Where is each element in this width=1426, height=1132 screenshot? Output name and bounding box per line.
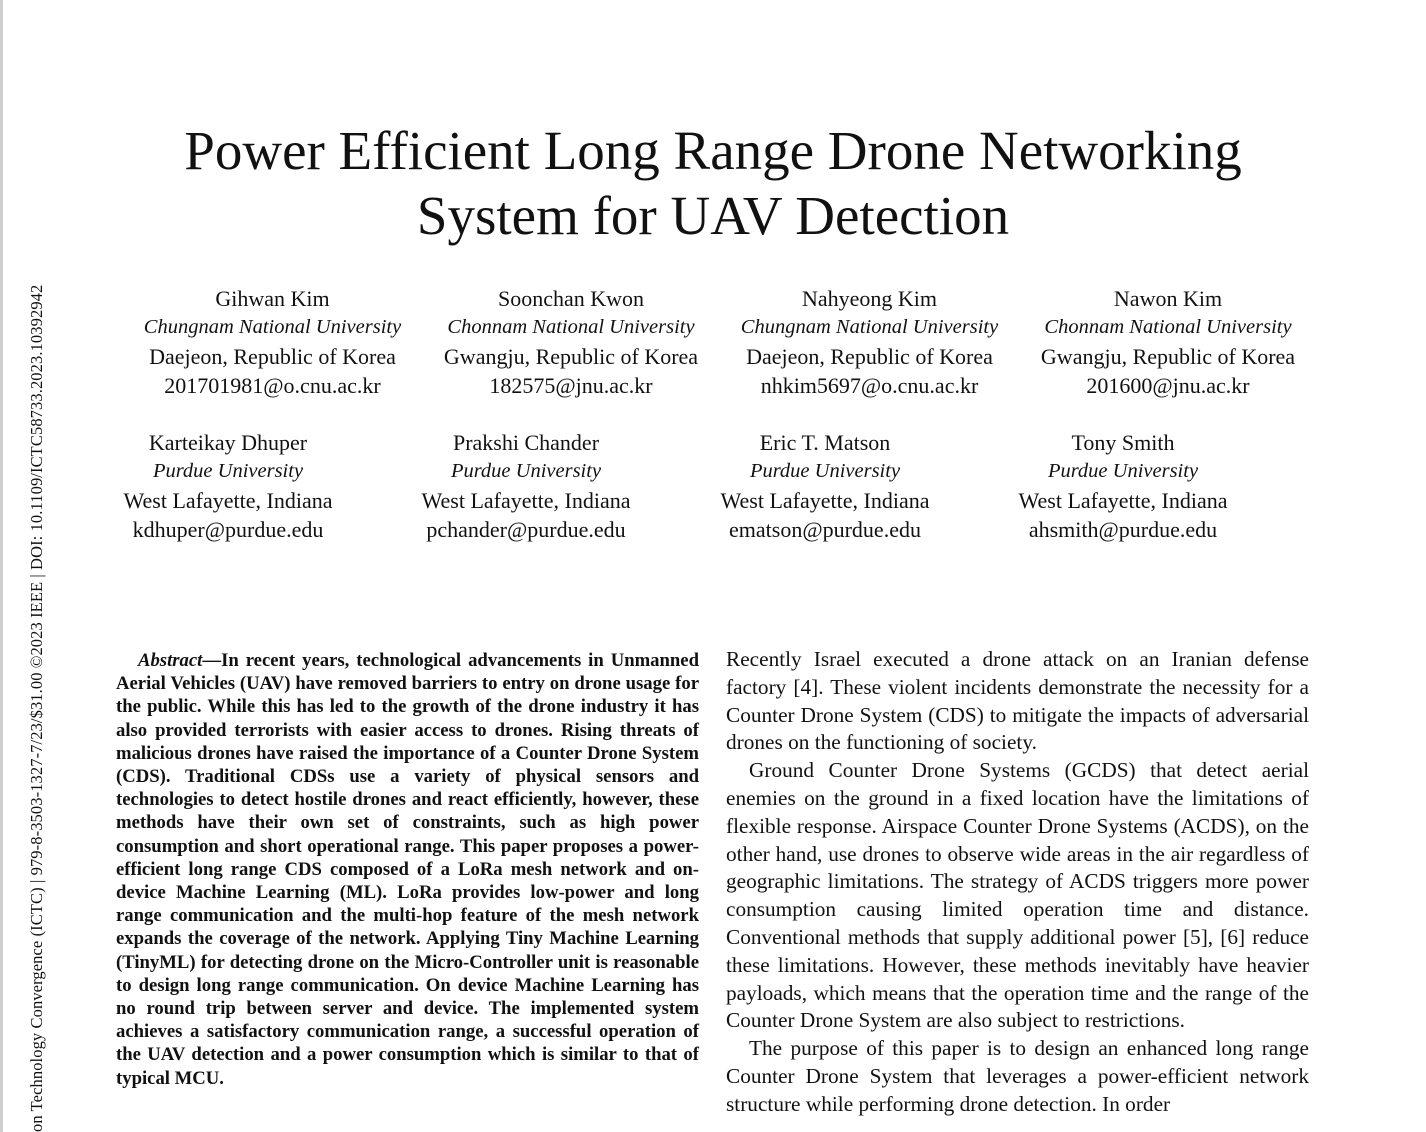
author-affiliation: Chungnam National University (740, 316, 999, 338)
author-affiliation: Purdue University (1047, 460, 1199, 482)
paper-title (0, 118, 1426, 248)
author-name: Soonchan Kwon (497, 286, 645, 311)
title-line-1: Power Efficient Long Range Drone Networking (184, 120, 1242, 181)
author-email: pchander@purdue.edu (426, 517, 626, 542)
author-affiliation: Purdue University (450, 460, 602, 482)
doi-side-note: on Technology Convergence (ICTC) | 979-8-3503-1327-7/23/$31.00 ©2023 IEEE | DOI: 10.1109/ICTC58733.2023.10392942 (27, 284, 46, 1132)
author-block (429, 284, 713, 400)
author-location: West Lafayette, Indiana (720, 488, 930, 513)
author-location: West Lafayette, Indiana (1018, 488, 1228, 513)
body-paragraph: Ground Counter Drone Systems (GCDS) that detect aerial enemies on the ground in a fixed location have the limitations of flexible response. Airspace Counter Drone Systems (ACDS), on the other hand, use drones to observe wide areas in the air regardless of geographic limitations. The strategy of ACDS triggers more power consumption causing limited operation time and distance. Conventional methods that supply additional power [5], [6] reduce these limitations. However, these methods inevitably have heavier payloads, which means that the operation time and the range of the Counter Drone System are also subject to restrictions. (726, 758, 1309, 1033)
author-location: West Lafayette, Indiana (123, 488, 333, 513)
author-name: Tony Smith (1071, 430, 1175, 455)
author-name: Eric T. Matson (759, 430, 891, 455)
author-location: Gwangju, Republic of Korea (443, 344, 699, 369)
title-line-2: System for UAV Detection (416, 185, 1010, 246)
body-paragraph: Recently Israel executed a drone attack on an Iranian defense factory [4]. These violent incidents demonstrate the necessity for a Counter Drone System (CDS) to mitigate the impacts of adversarial drones on the functioning of society. (726, 647, 1309, 755)
author-affiliation: Purdue University (152, 460, 304, 482)
author-block (125, 284, 420, 400)
author-block (108, 428, 348, 544)
author-email: kdhuper@purdue.edu (132, 517, 324, 542)
abstract-label: Abstract (138, 650, 203, 671)
author-location: Daejeon, Republic of Korea (149, 344, 396, 369)
abstract-dash: — (202, 650, 222, 671)
author-email: ahsmith@purdue.edu (1028, 517, 1218, 542)
author-name: Prakshi Chander (452, 430, 600, 455)
author-name: Karteikay Dhuper (148, 430, 308, 455)
body-paragraph: The purpose of this paper is to design an enhanced long range Counter Drone System that leverages a power-efficient network structure while performing drone detection. In order (726, 1036, 1309, 1116)
author-name: Nawon Kim (1113, 286, 1223, 311)
author-email: 201701981@o.cnu.ac.kr (164, 373, 381, 398)
author-block (406, 428, 646, 544)
author-email: 201600@jnu.ac.kr (1086, 373, 1250, 398)
abstract (116, 649, 699, 1090)
author-location: Daejeon, Republic of Korea (746, 344, 993, 369)
author-location: Gwangju, Republic of Korea (1040, 344, 1296, 369)
author-name: Gihwan Kim (215, 286, 330, 311)
author-affiliation: Chonnam National University (447, 316, 695, 338)
author-affiliation: Purdue University (749, 460, 901, 482)
author-email: ematson@purdue.edu (729, 517, 921, 542)
author-affiliation: Chonnam National University (1044, 316, 1292, 338)
author-email: 182575@jnu.ac.kr (489, 373, 653, 398)
body-column (726, 646, 1309, 1119)
author-name: Nahyeong Kim (801, 286, 938, 311)
author-location: West Lafayette, Indiana (421, 488, 631, 513)
author-block (705, 428, 945, 544)
author-affiliation: Chungnam National University (143, 316, 402, 338)
author-block (1026, 284, 1310, 400)
author-email: nhkim5697@o.cnu.ac.kr (760, 373, 979, 398)
abstract-text: In recent years, technological advancements in Unmanned Aerial Vehicles (UAV) have removed barriers to entry on drone usage for the public. While this has led to the growth of the drone industry it has also provided terrorists with easier access to drones. Rising threats of malicious drones have raised the importance of a Counter Drone System (CDS). Traditional CDSs use a variety of physical sensors and technologies to detect hostile drones and react efficiently, however, these methods have their own set of constraints, such as high power consumption and short operational range. This paper proposes a power-efficient long range CDS composed of a LoRa mesh network and on-device Machine Learning (ML). LoRa provides low-power and long range communication and the multi-hop feature of the mesh network expands the coverage of the network. Applying Tiny Machine Learning (TinyML) for detecting drone on the Micro-Controller unit is reasonable to design long range communication. On device Machine Learning has no round trip between server and device. The implemented system achieves a satisfactory communication range, a successful operation of the UAV detection and a power consumption which is similar to that of typical MCU. (116, 650, 699, 1089)
author-block (1003, 428, 1243, 544)
author-block (722, 284, 1017, 400)
